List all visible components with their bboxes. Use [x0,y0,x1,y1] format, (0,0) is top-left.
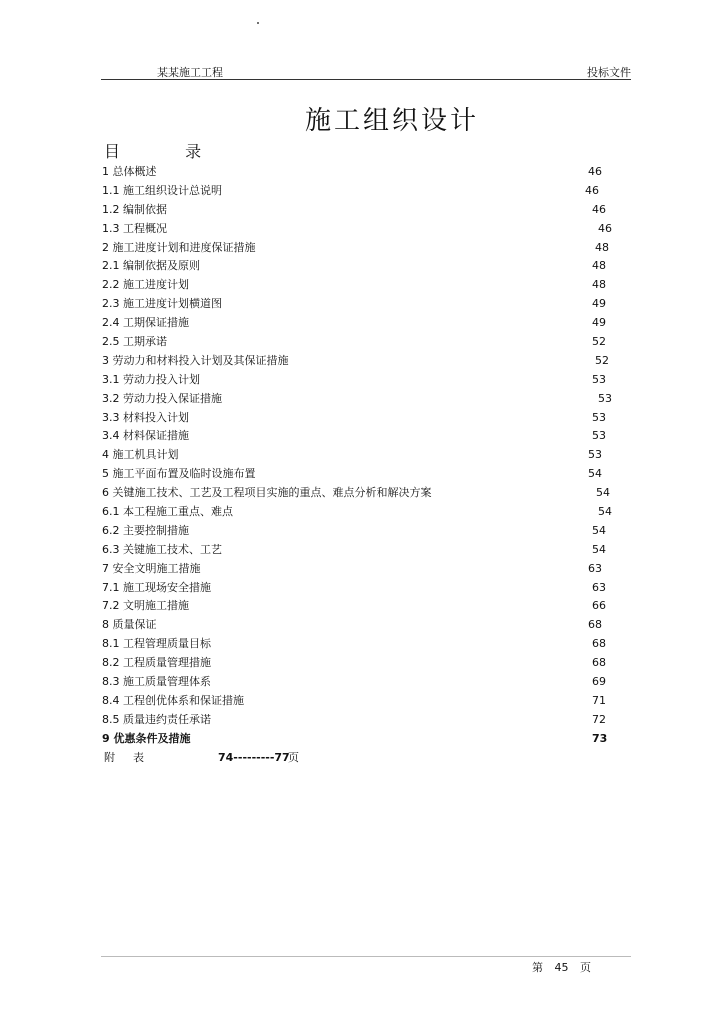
toc-entry[interactable] [102,730,642,749]
toc-entry-page: 48 [592,259,606,273]
toc-entry-page: 54 [598,505,612,519]
toc-entry[interactable] [102,239,642,258]
toc-entry-page: 53 [592,372,606,386]
toc-entry-page: 72 [592,712,606,726]
toc-entry-label: 8.5 质量违约责任承诺 [102,712,211,726]
appendix-label-2: 表 [133,751,144,764]
toc-entry-page: 63 [588,561,602,575]
toc-entry-label: 1.1 施工组织设计总说明 [102,183,222,197]
toc-entry[interactable] [102,333,642,352]
toc-entry-page: 54 [596,486,610,500]
toc-entry-label: 6.1 本工程施工重点、难点 [102,505,233,519]
header-divider [101,79,631,80]
toc-entry-page: 46 [598,221,612,235]
toc-entry-page: 53 [592,410,606,424]
toc-entry-label: 2.5 工期承诺 [102,335,167,349]
toc-entry-page: 68 [592,637,606,651]
toc-entry-page: 69 [592,675,606,689]
toc-entry-page: 52 [592,335,606,349]
toc-entry[interactable] [102,371,642,390]
toc-entry[interactable] [102,541,642,560]
toc-entry-label: 2 施工进度计划和进度保证措施 [102,240,256,254]
toc-entry-page: 53 [588,448,602,462]
toc-entry[interactable] [102,276,642,295]
toc-entry-label: 7 安全文明施工措施 [102,561,201,575]
page-footer [532,959,599,975]
toc-entry-label: 7.2 文明施工措施 [102,599,189,613]
toc-entry-page: 48 [595,240,609,254]
toc-entry-label: 1 总体概述 [102,165,157,178]
toc-entry[interactable] [102,579,642,598]
toc-entry-page: 49 [592,316,606,330]
toc-entry[interactable] [102,692,642,711]
toc-entry[interactable] [102,163,642,182]
toc-entry-label: 2.4 工期保证措施 [102,316,189,330]
toc-entry-label: 8.3 施工质量管理体系 [102,675,211,689]
toc-entry[interactable] [102,503,642,522]
toc-entry-page: 46 [588,165,602,178]
toc-entry[interactable] [102,465,642,484]
toc-entry[interactable] [102,182,642,201]
toc-entry[interactable] [102,673,642,692]
toc-entry-label: 8.4 工程创优体系和保证措施 [102,693,244,707]
toc-entry[interactable] [102,390,642,409]
toc-entry-label: 2.2 施工进度计划 [102,278,189,292]
toc-entry-page: 53 [592,429,606,443]
toc-entry[interactable] [102,409,642,428]
toc-entry[interactable] [102,446,642,465]
toc-entry-page: 46 [592,202,606,216]
toc-entry-page: 66 [592,599,606,613]
appendix-page-range: 74---------77 [218,751,290,764]
toc-entry-label: 1.3 工程概况 [102,221,167,235]
toc-entry-page: 54 [592,542,606,556]
header-document-type: 投标文件 [587,66,631,79]
toc-entry[interactable] [102,201,642,220]
footer-page-number: 45 [554,961,569,974]
toc-entry-page: 68 [588,618,602,632]
toc-entry-label: 9 优惠条件及措施 [102,731,191,745]
toc-heading: 目 录 [104,142,232,161]
header-project-name: 某某施工工程 [157,66,223,79]
toc-entry-label: 2.1 编制依据及原则 [102,259,200,273]
toc-entry-page: 49 [592,297,606,311]
toc-entry[interactable] [102,220,642,239]
toc-entry-page: 68 [592,656,606,670]
toc-entry-label: 3.1 劳动力投入计划 [102,372,200,386]
toc-entry[interactable] [102,314,642,333]
toc-entry-label: 6.3 关键施工技术、工艺 [102,542,222,556]
toc-entry[interactable] [102,257,642,276]
toc-entry-label: 1.2 编制依据 [102,202,167,216]
toc-entry-label: 8.2 工程质量管理措施 [102,656,211,670]
toc-entry-label: 6.2 主要控制措施 [102,523,189,537]
toc-entry-page: 48 [592,278,606,292]
toc-entry-page: 73 [592,731,608,745]
toc-entry[interactable] [102,560,642,579]
toc-entry-label: 5 施工平面布置及临时设施布置 [102,467,256,481]
toc-entry-label: 7.1 施工现场安全措施 [102,580,211,594]
toc-entry-page: 63 [592,580,606,594]
toc-entry-label: 3 劳动力和材料投入计划及其保证措施 [102,353,289,367]
toc-entry[interactable] [102,352,642,371]
toc-entry-label: 3.4 材料保证措施 [102,429,189,443]
appendix-label-1: 附 [104,751,115,764]
toc-entry-label: 6 关键施工技术、工艺及工程项目实施的重点、难点分析和解决方案 [102,486,432,500]
toc-entry[interactable] [102,597,642,616]
toc-entry-page: 46 [585,183,599,197]
toc-entry-page: 52 [595,353,609,367]
toc-entry[interactable] [102,522,642,541]
toc-entry-page: 71 [592,693,606,707]
toc-entry-page: 54 [588,467,602,481]
toc-entry-page: 53 [598,391,612,405]
scan-dot [257,22,259,24]
page-title: 施工组织设计 [304,106,479,136]
toc-entry-label: 2.3 施工进度计划横道图 [102,297,222,311]
footer-prefix: 第 [532,961,543,974]
toc-entry-label: 8.1 工程管理质量目标 [102,637,211,651]
toc-entry-page: 54 [592,523,606,537]
table-of-contents [102,163,642,749]
toc-entry[interactable] [102,711,642,730]
footer-divider [101,956,631,957]
toc-entry-label: 4 施工机具计划 [102,448,179,462]
toc-entry[interactable] [102,295,642,314]
toc-entry-label: 3.2 劳动力投入保证措施 [102,391,222,405]
toc-entry[interactable] [102,616,642,635]
toc-entry-label: 8 质量保证 [102,618,157,632]
appendix-page-unit: 页 [288,751,299,764]
footer-suffix: 页 [580,961,591,974]
toc-entry[interactable] [102,484,642,503]
toc-entry-label: 3.3 材料投入计划 [102,410,189,424]
toc-entry[interactable] [102,654,642,673]
toc-entry[interactable] [102,427,642,446]
toc-entry[interactable] [102,635,642,654]
